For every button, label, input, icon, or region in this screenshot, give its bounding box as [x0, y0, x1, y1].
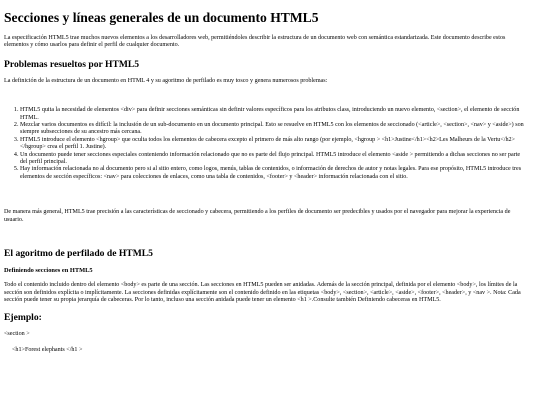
problems-intro-paragraph: La definición de la estructura de un documento en HTML 4 y su agoritmo de perfilado es muy tosco y genera numerosos problemas: [4, 77, 328, 84]
problems-heading: Problemas resueltos por HTML5 [4, 58, 140, 70]
example-heading: Ejemplo: [4, 312, 42, 324]
intro-paragraph: La especificación HTML5 trae muchos nuevos elementos a los desarrolladores web, permitiéndoles describir la estructura de un documento web con semántica estandarizada. Este documento describe estos elementos y cómo usarlos para definir el perfil de cualquier documento. [4, 35, 506, 49]
code-line-section-open: <section > [4, 331, 30, 338]
page-title: Secciones y líneas generales de un documento HTML5 [4, 10, 319, 25]
list-item: 4. Un documento puede tener secciones especiales conteniendo información relacionado que no es parte del flujo principal. HTML5 introduce el elemento <aside > permitiendo a dichas secciones no ser parte del perfil principal. [20, 152, 528, 167]
algorithm-heading: El agoritmo de perfilado de HTML5 [4, 248, 153, 260]
defining-sections-paragraph: Todo el contenido incluido dentro del elemento <body> es parte de una sección. Las secciones en HTML5 pueden ser anidadas. Además de la sección principal, definida por el elemento <body>, los límites de la sección son definidos explícita o implícitamente. La secciones definidas explícitamente son el contenido definido en las etiquetas <body>, <section>, <article>, <aside>, <footer>, <header>, y <nav >. Nota: Cada sección puede tener su propia jerarquía de cabeceras. Por lo tanto, incluso una sección anidada puede tener un elemento <h1 >.Consulte también Definiendo cabeceras en HTML5. [4, 282, 521, 303]
list-item: 2. Mezclar varios documentos es difícil: la inclusión de un sub-documento en un documento principal. Esto se resuelve en HTML5 con los elementos de seccionado (<article>, <section>, <nav> y <aside>) son siempre subsecciones de su ancestro más cercana. [20, 122, 528, 137]
defining-sections-heading: Definiendo secciones en HTML5 [4, 267, 93, 275]
code-line-heading: <h1>Forest elephants </h1 > [12, 346, 83, 353]
list-item: 5. Hay información relacionada no al documento pero si al sitio entero, como logos, menús, tablas de contenidos, o información de derechos de autor y notas legales. Para ese propósito, HTML5 introduce tres elementos de sección específicos: <nav> para colecciones de enlaces, como una tabla de contenidos, <footer> y <header> información relacionada con el sitio. [20, 166, 528, 181]
list-item: 3. HTML5 introduce el elemento <hgroup> que oculta todos los elementos de cabecera excepto el primero de más alto rango (por ejemplo, <hgroup > <h1>Justine</h1><h2>Les Malheurs de la Vertu</h2></hgroup> crea el perfil 1. Justine). [20, 137, 528, 152]
problems-list [4, 107, 528, 181]
list-item: 1. HTML5 quita la necesidad de elementos <div> para definir secciones semánticas sin definir valores específicos para los atributos class, introduciendo un nuevo elemento, <section>, el elemento de sección HTML. [20, 107, 528, 122]
summary-paragraph: De manera más general, HTML5 trae precisión a las características de seccionado y cabecera, permitiendo a los perfiles de documento ser predecibles y usados por el navegador para mejorar la experiencia de usuario. [4, 209, 511, 223]
